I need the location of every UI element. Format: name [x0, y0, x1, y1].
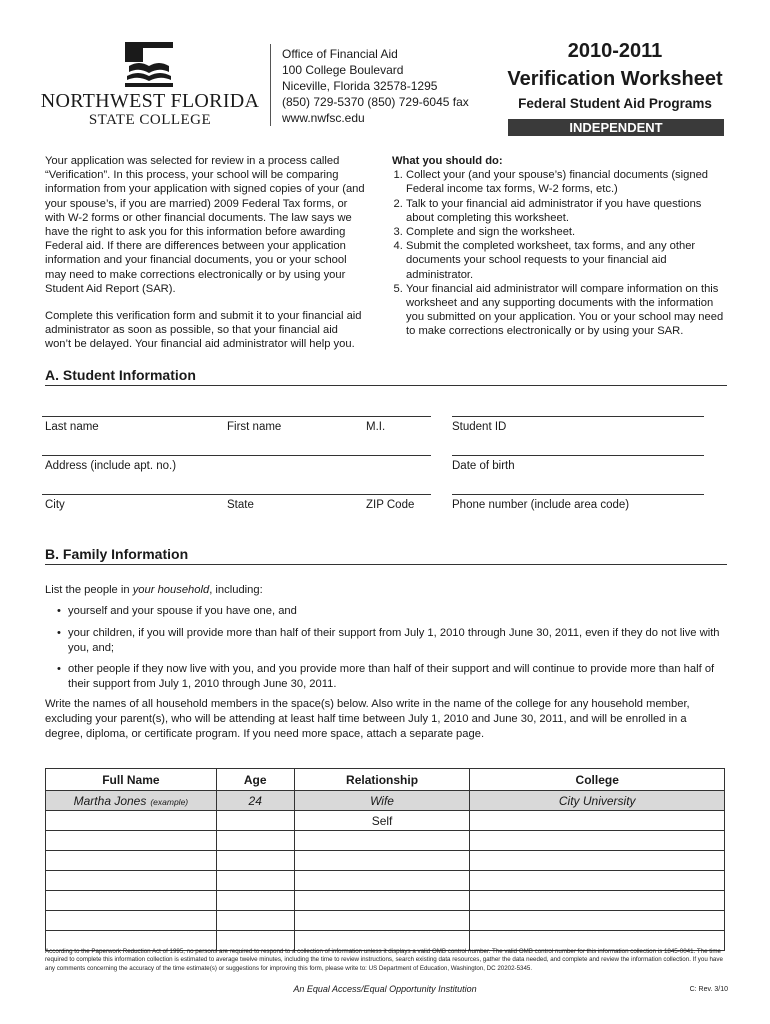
household-instructions: Write the names of all household members in the space(s) below. Also write in the name of the college for any household member, excluding your parent(s), who will be attending at least half time between July 1, 2010 and June 30, 2011, and will be enrolled in a degree, diploma, or certificate program. If you need more space, attach a separate page.: [45, 698, 690, 740]
zip-label: ZIP Code: [366, 499, 415, 511]
relationship-cell[interactable]: [294, 871, 470, 891]
household-bullet: yourself and your spouse if you have one, and: [68, 605, 297, 617]
college-cell[interactable]: [470, 871, 725, 891]
office-website[interactable]: www.nwfsc.edu: [282, 111, 365, 125]
phone-field-line[interactable]: [452, 494, 704, 495]
intro-paragraph-1: Your application was selected for review in a process called “Verification”. In this process, your school will be comparing information from your application with signed copies of your (and your spouse’s, if you are married) 2009 Federal Tax forms, or with W-2 forms or other financial documents. The law says we have the right to ask you for this information before awarding Federal aid. If there are differences between your application information and your financial documents, you or your school may need to make corrections electronically or by using your Student Aid Report (SAR).: [45, 155, 365, 295]
college-cell[interactable]: [470, 911, 725, 931]
example-row: [46, 791, 725, 811]
example-note: (example): [150, 796, 189, 807]
name-cell[interactable]: [46, 871, 217, 891]
table-header-row: [46, 769, 725, 791]
address-label: Address (include apt. no.): [45, 460, 177, 472]
what-to-do: [392, 154, 732, 339]
form-year: 2010-2011: [567, 40, 663, 62]
age-cell[interactable]: [216, 811, 294, 831]
section-a-rule: [45, 385, 727, 386]
intro-text: [45, 154, 365, 365]
middle-initial-label: M.I.: [366, 421, 386, 433]
office-phone: (850) 729-5370 (850) 729-6045 fax: [282, 95, 469, 109]
example-college: City University: [470, 791, 725, 811]
revision-note: C: Rev. 3/10: [689, 986, 728, 993]
household-bullet: other people if they now live with you, and you provide more than half of their support and will continue to provide more than half of their support from July 1, 2010 through June 30, 2011.: [68, 663, 715, 690]
age-cell[interactable]: [216, 891, 294, 911]
student-id-label: Student ID: [452, 421, 507, 433]
age-cell[interactable]: [216, 851, 294, 871]
intro-paragraph-2: Complete this verification form and submit it to your financial aid administrator as soon as possible, so that your financial aid won’t be delayed. Your financial aid administrator will help you.: [45, 310, 362, 351]
office-contact: [282, 46, 469, 126]
form-subtitle: Federal Student Aid Programs: [518, 96, 712, 111]
state-label: State: [227, 499, 254, 511]
household-intro-suffix: , including:: [209, 584, 263, 596]
example-relationship: Wife: [294, 791, 470, 811]
household-table: [45, 768, 725, 951]
todo-item: 3. Complete and sign the worksheet.: [406, 225, 732, 239]
college-cell[interactable]: [470, 851, 725, 871]
col-age: Age: [216, 769, 294, 791]
book-logo-icon: [125, 42, 177, 88]
table-row: [46, 871, 725, 891]
relationship-cell[interactable]: [294, 851, 470, 871]
dob-field-line[interactable]: [452, 455, 704, 456]
col-college: College: [470, 769, 725, 791]
age-cell[interactable]: [216, 871, 294, 891]
office-city: Niceville, Florida 32578-1295: [282, 79, 438, 93]
name-cell[interactable]: [46, 911, 217, 931]
last-name-label: Last name: [45, 421, 99, 433]
col-relationship: Relationship: [294, 769, 470, 791]
table-row: [46, 811, 725, 831]
college-logo: [40, 42, 270, 132]
city-label: City: [45, 499, 65, 511]
example-name-value: Martha Jones: [73, 793, 147, 808]
office-name: Office of Financial Aid: [282, 47, 398, 61]
section-b-title: B. Family Information: [45, 546, 189, 562]
age-cell[interactable]: [216, 911, 294, 931]
table-row: [46, 891, 725, 911]
household-intro-prefix: List the people in: [45, 584, 133, 596]
example-name: [46, 791, 217, 811]
todo-item: 2. Talk to your financial aid administrator if you have questions about completing this worksheet.: [406, 197, 732, 225]
phone-label: Phone number (include area code): [452, 499, 630, 511]
relationship-cell[interactable]: [294, 891, 470, 911]
todo-item: 1. Collect your (and your spouse’s) financial documents (signed Federal income tax forms, W-2 forms, etc.): [406, 168, 732, 196]
logo-college-name: NORTHWEST FLORIDA: [40, 90, 260, 112]
dob-label: Date of birth: [452, 460, 515, 472]
bullet-icon: •: [57, 627, 61, 639]
header-divider: [270, 44, 271, 126]
example-age: 24: [216, 791, 294, 811]
form-title: Verification Worksheet: [507, 68, 723, 90]
student-id-field-line[interactable]: [452, 416, 704, 417]
bullet-icon: •: [57, 663, 61, 675]
todo-item: 4. Submit the completed worksheet, tax forms, and any other documents your school requests to your financial aid administrator.: [406, 239, 732, 282]
relationship-cell: Self: [294, 811, 470, 831]
college-cell[interactable]: [470, 891, 725, 911]
table-row: [46, 851, 725, 871]
equal-opportunity-statement: An Equal Access/Equal Opportunity Institution: [293, 984, 477, 994]
age-cell[interactable]: [216, 831, 294, 851]
paperwork-notice: According to the Paperwork Reduction Act of 1995, no persons are required to respond to a collection of information unless it displays a valid OMB control number. The valid OMB control number for this information collection is 1845-0041. The time required to complete this information collection is estimated to average twelve minutes, including the time to review instructions, search existing data resources, gather the data needed, and complete and review the information collection. If you have any comments concerning the accuracy of the time estimate(s) or suggestions for improving this form, please write to: US Department of Education, Washington, DC 20202-5345.: [45, 948, 723, 972]
table-row: [46, 911, 725, 931]
household-intro-italic: your household: [132, 584, 210, 596]
college-cell[interactable]: [470, 811, 725, 831]
section-a-title: A. Student Information: [45, 367, 196, 383]
relationship-cell[interactable]: [294, 831, 470, 851]
bullet-icon: •: [57, 605, 61, 617]
section-b-rule: [45, 564, 727, 565]
logo-college-subtitle: STATE COLLEGE: [88, 112, 212, 128]
table-row: [46, 831, 725, 851]
name-field-line[interactable]: [42, 416, 431, 417]
household-intro: [45, 583, 263, 598]
name-cell[interactable]: [46, 831, 217, 851]
name-cell[interactable]: [46, 851, 217, 871]
office-street: 100 College Boulevard: [282, 63, 404, 77]
what-to-do-list: [392, 168, 732, 338]
city-state-zip-field-line[interactable]: [42, 494, 431, 495]
name-cell[interactable]: [46, 811, 217, 831]
relationship-cell[interactable]: [294, 911, 470, 931]
what-to-do-heading: What you should do:: [392, 155, 503, 167]
independent-badge: INDEPENDENT: [508, 119, 724, 136]
todo-item: 5. Your financial aid administrator will compare information on this worksheet and any supporting documents with the information you submitted on your application. You or your school may need to make corrections electronically or by using your SAR.: [406, 282, 732, 339]
household-bullet: your children, if you will provide more than half of their support from July 1, 2010 through June 30, 2011, even if they do not live with you, and;: [68, 627, 720, 654]
college-cell[interactable]: [470, 831, 725, 851]
name-cell[interactable]: [46, 891, 217, 911]
address-field-line[interactable]: [42, 455, 431, 456]
first-name-label: First name: [227, 421, 282, 433]
col-full-name: Full Name: [46, 769, 217, 791]
